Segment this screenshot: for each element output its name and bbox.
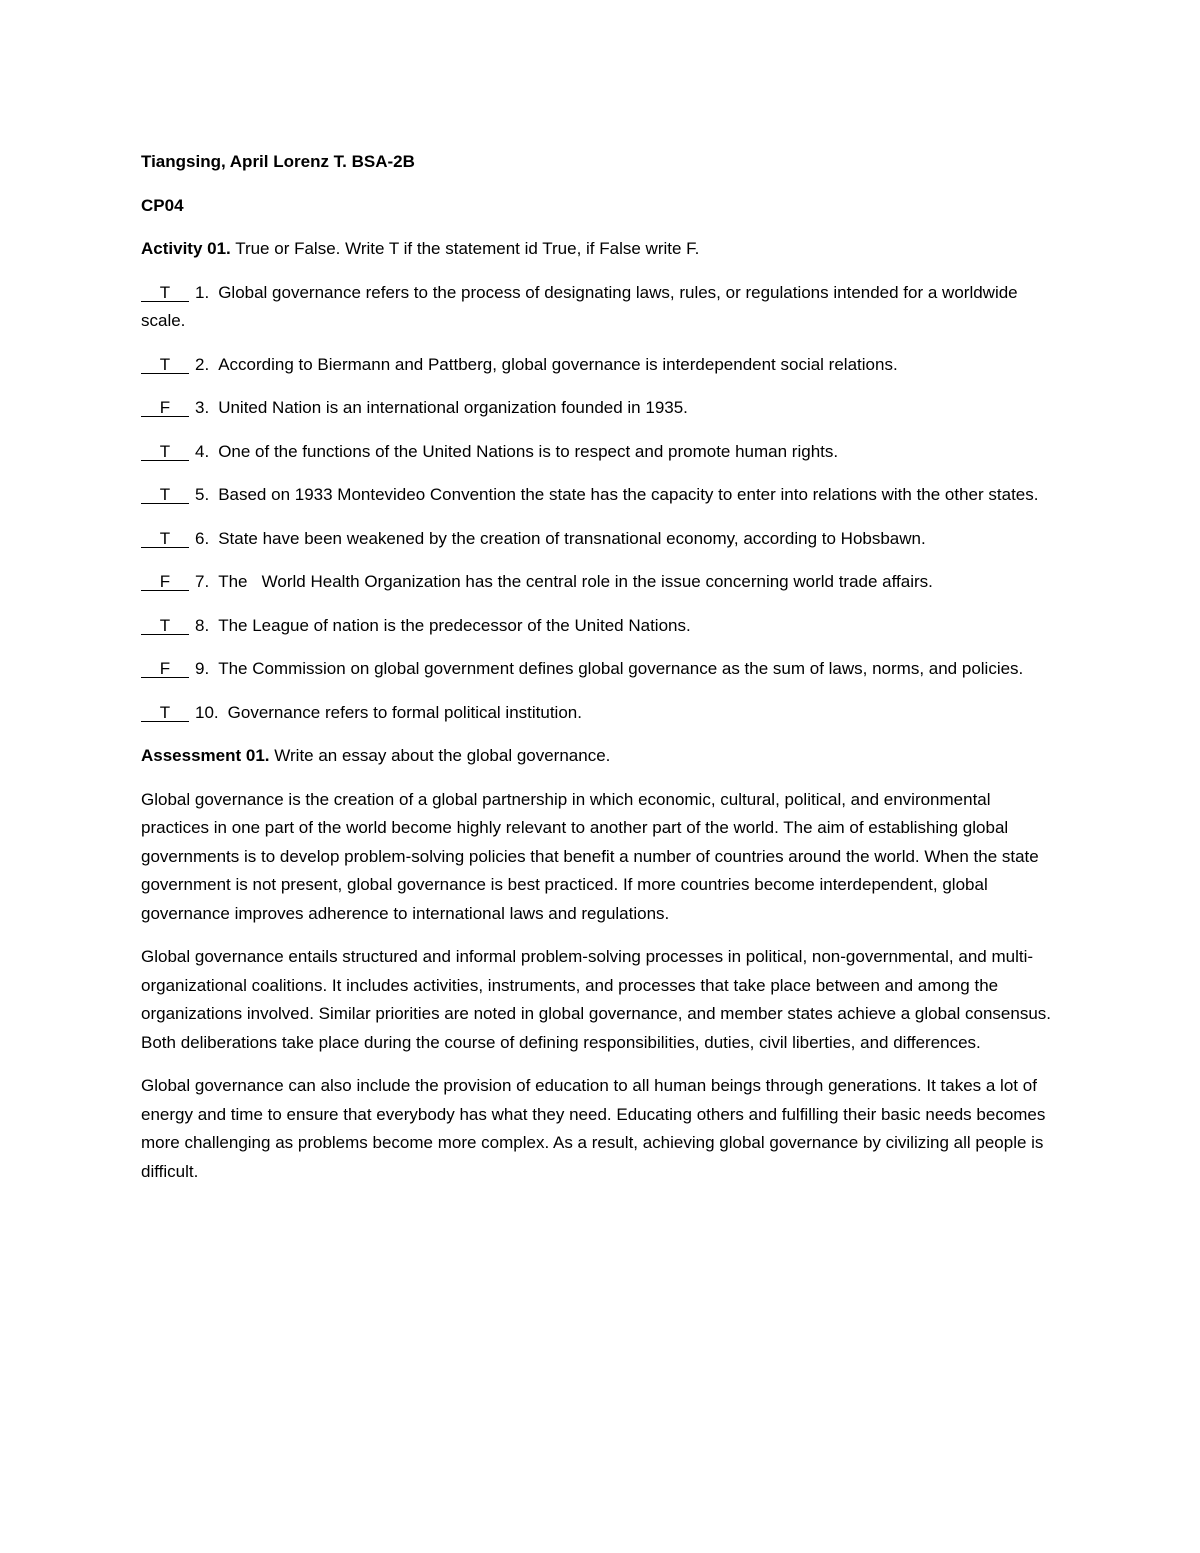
answer-blank: F: [141, 660, 189, 678]
answer-blank: T: [141, 486, 189, 504]
answer-blank: F: [141, 399, 189, 417]
answer-blank: T: [141, 284, 189, 302]
question-text: Global governance refers to the process of designating laws, rules, or regulations intended for a worldwide scale.: [141, 282, 1018, 330]
question-text: One of the functions of the United Nations is to respect and promote human rights.: [218, 441, 839, 461]
question-item: [141, 525, 1063, 554]
question-number: 2.: [195, 354, 210, 374]
question-number: 7.: [195, 572, 210, 591]
question-number: 5.: [195, 485, 210, 504]
question-item: [141, 655, 1063, 684]
activity-label: Activity 01.: [141, 239, 231, 258]
question-number: 6.: [195, 528, 210, 548]
question-item: [141, 481, 1063, 510]
question-number: 10.: [195, 702, 219, 722]
essay-paragraph: Global governance entails structured and informal problem-solving processes in political, non-governmental, and multi-organizational coalitions. It includes activities, instruments, and processes that take place between and among the organizations involved. Similar priorities are noted in global governance, and member states achieve a global consensus. Both deliberations take place during the course of defining responsibilities, duties, civil liberties, and differences.: [141, 947, 1052, 1052]
activity-instruction: True or False. Write T if the statement id True, if False write F.: [235, 239, 700, 258]
question-number: 9.: [195, 659, 210, 678]
question-text: United Nation is an international organization founded in 1935.: [218, 398, 688, 417]
question-number: 1.: [195, 282, 210, 302]
essay-paragraph: Global governance can also include the provision of education to all human beings through generations. It takes a lot of energy and time to ensure that everybody has what they need. Educating others and fulfilling their basic needs becomes more challenging as problems become more complex. As a result, achieving global governance by civilizing all people is difficult.: [141, 1076, 1046, 1181]
question-item: [141, 279, 1063, 336]
essay-paragraph: Global governance is the creation of a global partnership in which economic, cultural, political, and environmental practices in one part of the world become highly relevant to another part of the world. The aim of establishing global governments is to develop problem-solving policies that benefit a number of countries around the world. When the state government is not present, global governance is best practiced. If more countries become interdependent, global governance improves adherence to international laws and regulations.: [141, 789, 1039, 923]
answer-blank: T: [141, 443, 189, 461]
assessment-label: Assessment 01.: [141, 746, 270, 765]
question-item: [141, 351, 1063, 380]
assessment-heading: [141, 742, 1063, 771]
question-item: [141, 438, 1063, 467]
question-item: [141, 568, 1063, 597]
answer-blank: F: [141, 573, 189, 591]
activity-heading: [141, 235, 1063, 264]
question-text: According to Biermann and Pattberg, global governance is interdependent social relations.: [218, 354, 898, 374]
question-item: [141, 394, 1063, 423]
question-item: [141, 699, 1063, 728]
question-text: Governance refers to formal political institution.: [227, 702, 582, 722]
question-item: [141, 612, 1063, 641]
answer-blank: T: [141, 530, 189, 548]
question-text: Based on 1933 Montevideo Convention the state has the capacity to enter into relations with the other states.: [218, 485, 1039, 504]
assessment-instruction: Write an essay about the global governance.: [274, 746, 611, 765]
student-name-line: Tiangsing, April Lorenz T. BSA-2B: [141, 152, 415, 171]
question-number: 3.: [195, 398, 210, 417]
question-text: The Commission on global government defines global governance as the sum of laws, norms, and policies.: [218, 659, 1024, 678]
question-text: State have been weakened by the creation of transnational economy, according to Hobsbawn.: [218, 528, 926, 548]
question-text: The World Health Organization has the central role in the issue concerning world trade affairs.: [218, 572, 933, 591]
answer-blank: T: [141, 617, 189, 635]
activity-code: CP04: [141, 195, 184, 215]
answer-blank: T: [141, 704, 189, 722]
question-number: 4.: [195, 441, 210, 461]
question-number: 8.: [195, 615, 210, 635]
question-text: The League of nation is the predecessor of the United Nations.: [218, 615, 691, 635]
answer-blank: T: [141, 356, 189, 374]
document-page: [141, 148, 1063, 1201]
